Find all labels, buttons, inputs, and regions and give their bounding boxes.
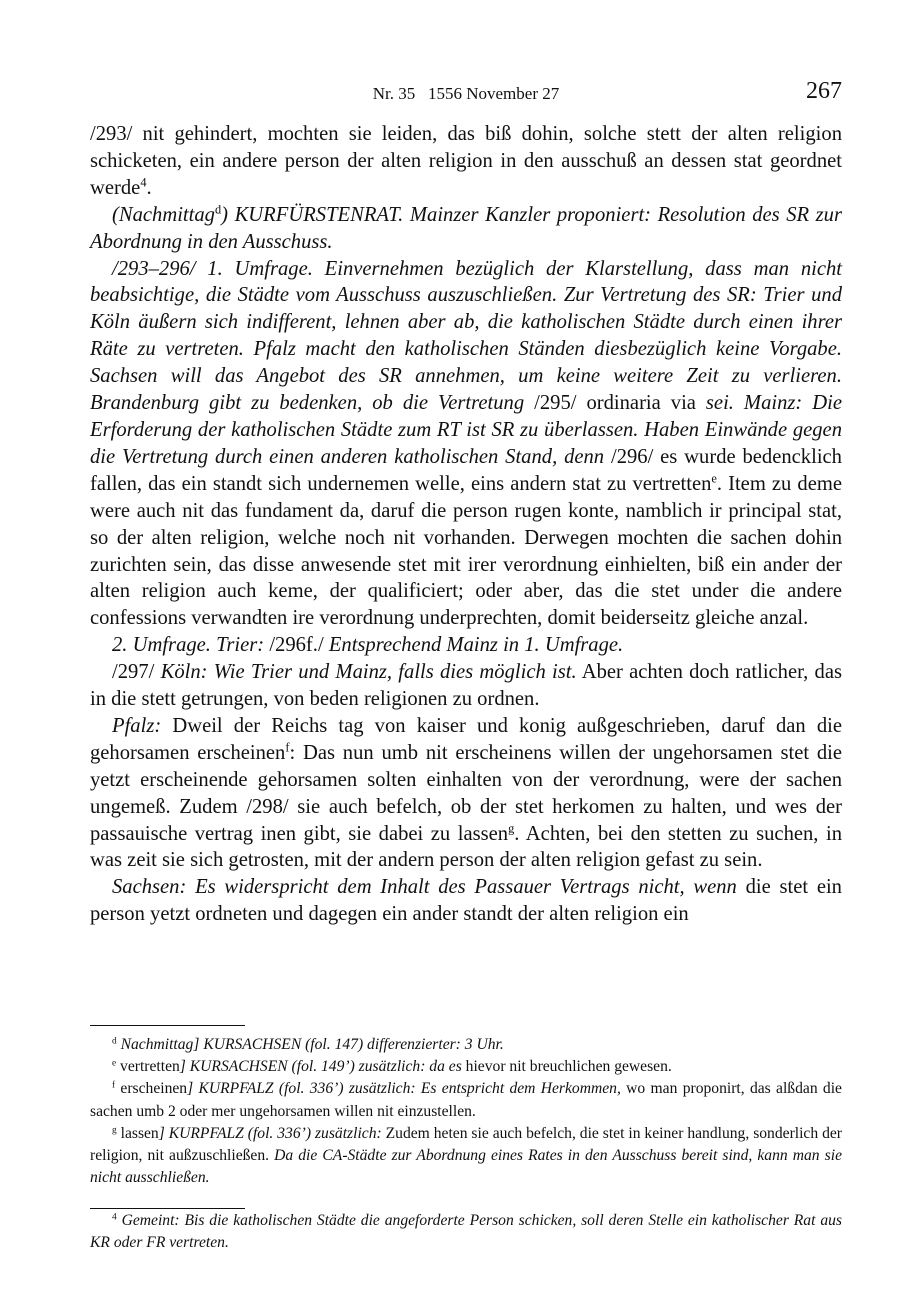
textual-note bbox=[90, 1078, 842, 1122]
textual-notes bbox=[90, 1034, 842, 1189]
text-run: Pfalz: bbox=[112, 714, 162, 737]
text-run: /297/ bbox=[112, 661, 161, 684]
text-run: ] KURPFALZ (fol. 336’) zusätzlich: bbox=[158, 1124, 382, 1142]
text-run: ] KURSACHSEN (fol. 149’) zusätzlich: da es bbox=[179, 1058, 462, 1076]
textual-notes-divider bbox=[90, 1025, 245, 1026]
text-run: ) KURFÜRSTENRAT. Mainzer Kanzler proponiert: Resolution des SR zur Abordnung in den Ausschuss. bbox=[90, 203, 842, 253]
note-marker: g bbox=[112, 1125, 117, 1136]
paragraph bbox=[90, 121, 842, 202]
text-run: : Das nun umb nit erscheinens willen der ungehorsamen stet die yetzt erscheinende gehorsamen solten einhalten von der verordnung, were der sachen ungemeß. Zudem /298/ sie auch befelch, ob der stet herkomen zu halten, und wes der passauische vertrag inen gibt, sie dabei zu lassen bbox=[90, 741, 843, 845]
footnotes bbox=[90, 1210, 842, 1254]
text-run: Köln: Wie Trier und Mainz, falls dies möglich ist. bbox=[160, 661, 577, 684]
text-run: Da die CA-Städte zur Abordnung eines Rates in den Ausschuss bereit sind, kann man sie nicht ausschließen. bbox=[90, 1147, 842, 1187]
footnotes-divider bbox=[90, 1208, 245, 1209]
text-run: . Achten, bei den stetten zu suchen, in was zeit sie sich getrosten, mit der andern person der alten religion gefast zu sein. bbox=[90, 822, 842, 872]
text-run: /293–296/ 1. Umfrage. Einvernehmen bezüglich der Klarstellung, dass man nicht beabsichtige, die Städte vom Ausschuss auszuschließen. Zur Vertretung des SR: Trier und Köln äußern sich indifferent, lehnen aber ab, die katholischen Städte durch einen ihrer Räte zu vertreten. Pfalz macht den katholischen Ständen diesbezüglich keine Vorgabe. Sachsen will das Angebot des SR annehmen, um keine weitere Zeit zu verlieren. Brandenburg gibt zu bedenken, ob die Vertretung bbox=[90, 257, 842, 415]
text-run: Sachsen: Es widerspricht dem Inhalt des Passauer Vertrags nicht, wenn bbox=[112, 876, 737, 899]
text-run: . Item zu deme were auch nit das fundament da, daruf die person rugen konte, namblich ir principal stat, so der alten religion, welche noch nit vorhanden. Derwegen mochten die sachen dohin zurichten sein, das disse anwesende stet mit irer verordnung einhielten, biß ein ander der alten religion auch keme, der qualificiert; oder aber, das die stet under die andere confessions verwandten ire verordnung underprechten, domit beiderseitz gleiche anzal. bbox=[90, 472, 843, 630]
text-run: /296f./ bbox=[264, 634, 329, 657]
text-run: ] KURPFALZ (fol. 336’) zusätzlich: Es entspricht dem Herkommen, bbox=[187, 1080, 621, 1098]
textual-note bbox=[90, 1056, 842, 1078]
paragraph bbox=[90, 874, 842, 928]
note-marker: g bbox=[508, 821, 515, 836]
note-marker: e bbox=[711, 471, 717, 486]
text-run: . bbox=[146, 176, 152, 199]
text-run: Dweil der Reichs tag von kaiser und konig außgeschrieben, daruf dan die gehorsamen erscheinen bbox=[90, 714, 842, 764]
note-marker: 4 bbox=[140, 175, 147, 190]
text-run: Gemeint: Bis die katholischen Städte die angeforderte Person schicken, soll deren Stelle ein katholischer Rat aus KR oder FR vertreten. bbox=[90, 1212, 842, 1252]
note-marker: e bbox=[112, 1058, 117, 1069]
text-run: erscheinen bbox=[115, 1080, 188, 1098]
paragraph bbox=[90, 202, 842, 256]
text-run: Nachmittag] KURSACHSEN (fol. 147) differenzierter: 3 Uhr. bbox=[116, 1036, 504, 1053]
text-run: Entsprechend Mainz in 1. Umfrage. bbox=[328, 634, 624, 657]
main-text bbox=[90, 121, 842, 928]
text-run: Zudem heten sie auch befelch, die stet in keiner handlung, sonderlich der religion, nit außzuschließen. bbox=[90, 1124, 842, 1165]
paragraph bbox=[90, 256, 842, 633]
text-run: hievor nit breuchlichen gewesen. bbox=[461, 1058, 672, 1076]
page-header bbox=[90, 80, 842, 110]
footnote bbox=[90, 1210, 842, 1254]
textual-note bbox=[90, 1123, 842, 1190]
page-number: 267 bbox=[806, 78, 842, 104]
text-run: /296/ es wurde bedencklich fallen, das ein standt sich undernemen welle, eins andern stat zu vertretten bbox=[90, 445, 842, 495]
text-run: (Nachmittag bbox=[112, 203, 215, 226]
note-marker: f bbox=[112, 1080, 116, 1091]
text-run: sei. Mainz: Die Erforderung der katholischen Städte zum RT ist SR zu überlassen. Haben Einwände gegen die Vertretung durch einen anderen katholischen Stand, denn bbox=[90, 392, 842, 468]
note-marker: d bbox=[112, 1036, 117, 1047]
text-run: lassen bbox=[116, 1124, 159, 1142]
textual-note bbox=[90, 1034, 842, 1056]
text-run: Aber achten doch ratlicher, das in die stett getrungen, von beden religionen zu ordnen. bbox=[90, 661, 842, 711]
text-run: wo man proponirt, das alßdan die sachen umb 2 oder mer ungehorsamen willen nit einzustellen. bbox=[90, 1080, 842, 1120]
paragraph bbox=[90, 659, 842, 713]
note-marker: d bbox=[214, 202, 222, 217]
note-marker: f bbox=[285, 740, 290, 755]
paragraph bbox=[90, 632, 842, 659]
text-run: /295/ ordinaria via bbox=[524, 392, 706, 415]
text-run: die stet ein person yetzt ordneten und dagegen ein ander standt der alten religion ein bbox=[90, 876, 842, 926]
running-title: Nr. 35 1556 November 27 bbox=[372, 84, 560, 103]
text-run: vertretten bbox=[116, 1058, 180, 1076]
note-marker: 4 bbox=[112, 1212, 117, 1223]
paragraph bbox=[90, 713, 842, 874]
text-run: 2. Umfrage. Trier: bbox=[112, 634, 265, 657]
text-run: /293/ nit gehindert, mochten sie leiden, das biß dohin, solche stett der alten religion schicketen, ein andere person der alten religion in den ausschuß an dessen stat geordnet werde bbox=[90, 123, 842, 199]
